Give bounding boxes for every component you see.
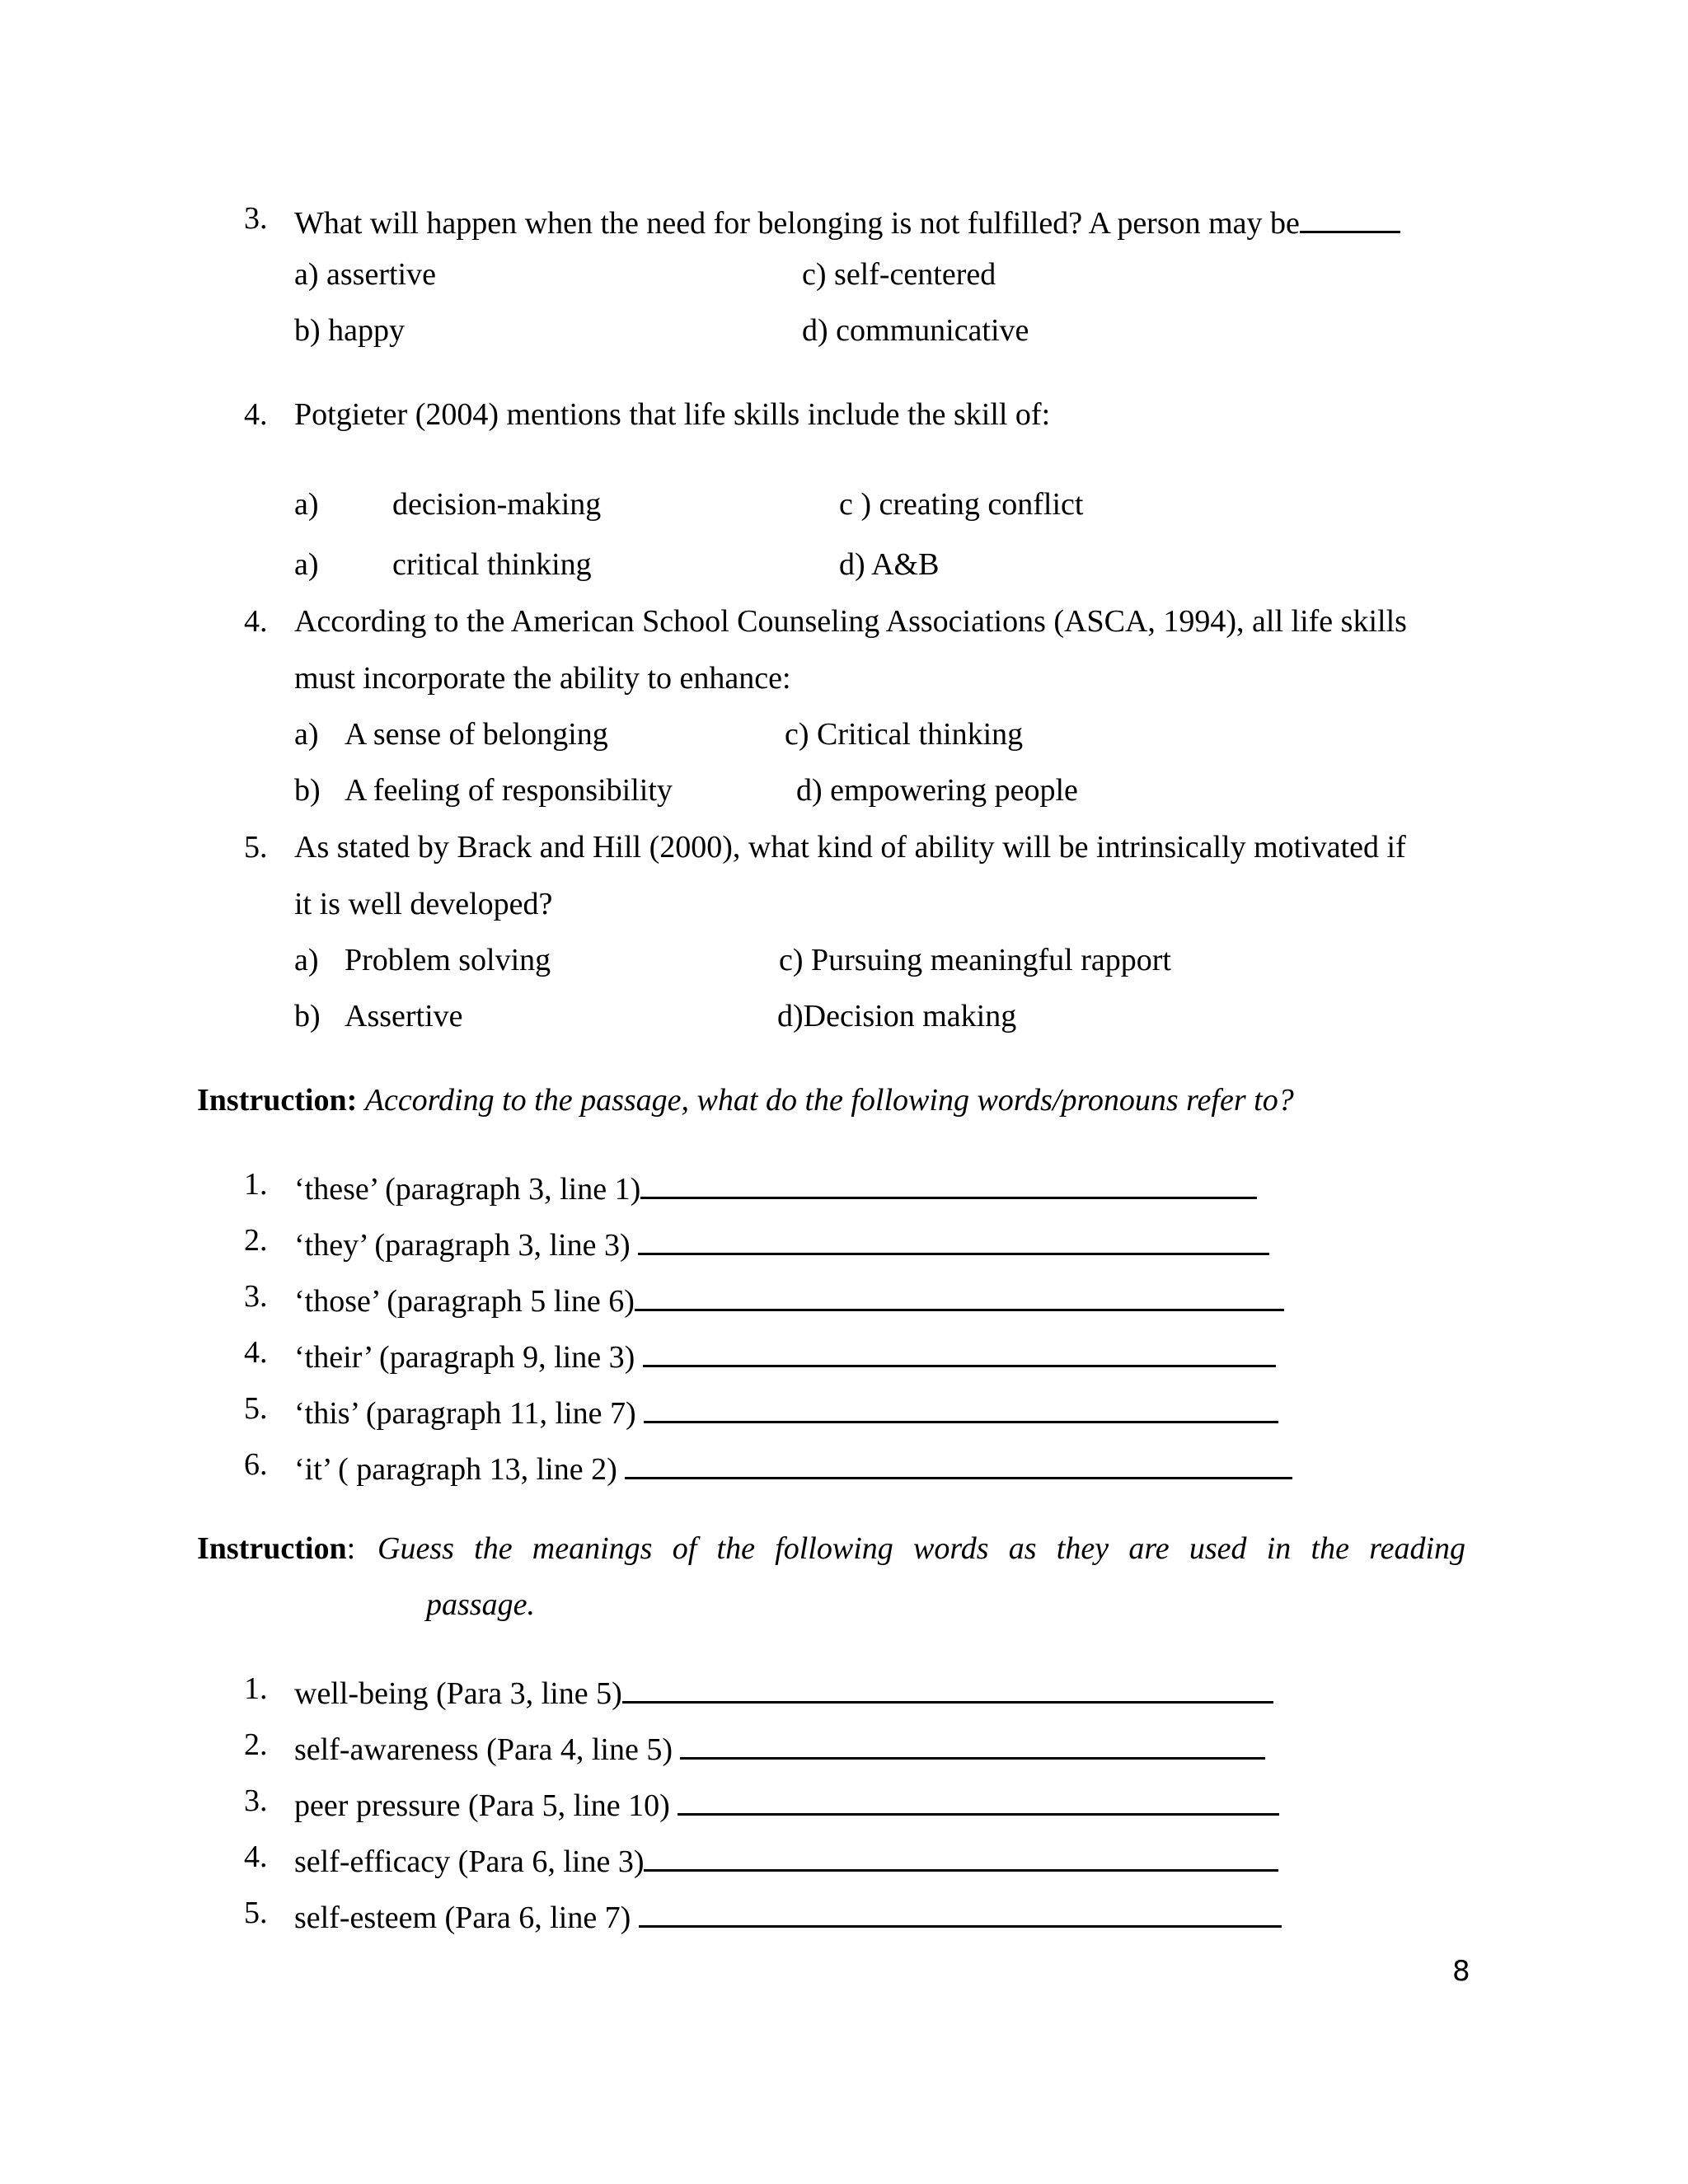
question-5-text-line1: As stated by Brack and Hill (2000), what kind of ability will be intrinsically motivated if: [294, 830, 1406, 865]
option-c[interactable]: c) Pursuing meaningful rapport: [779, 943, 1171, 977]
option-b[interactable]: b) happy: [294, 313, 406, 348]
option-a[interactable]: Problem solving: [345, 943, 551, 977]
instruction-text: According to the passage, what do the following words/pronouns refer to?: [364, 1083, 1294, 1118]
question-4b-text-line2: must incorporate the ability to enhance:: [294, 661, 791, 696]
answer-blank[interactable]: [643, 1337, 1276, 1367]
answer-blank[interactable]: [639, 1897, 1282, 1928]
vocab-item: well-being (Para 3, line 5): [294, 1673, 1273, 1709]
reference-item: ‘this’ (paragraph 11, line 7): [294, 1393, 1278, 1429]
reference-item-number: 5.: [244, 1391, 268, 1426]
option-b-letter: b): [294, 773, 321, 808]
instruction-label: Instruction:: [197, 1083, 358, 1118]
vocab-item: self-awareness (Para 4, line 5): [294, 1729, 1265, 1765]
vocab-item-number: 5.: [244, 1896, 268, 1930]
answer-blank[interactable]: [644, 1841, 1278, 1872]
reference-item: ‘their’ (paragraph 9, line 3): [294, 1337, 1276, 1373]
option-c[interactable]: c) self-centered: [802, 257, 996, 292]
reference-item: ‘it’ ( paragraph 13, line 2): [294, 1449, 1292, 1485]
question-4-number: 4.: [244, 397, 268, 432]
vocab-item-number: 3.: [244, 1783, 268, 1818]
question-3-number: 3.: [244, 201, 268, 236]
option-c[interactable]: c ) creating conflict: [839, 487, 1084, 522]
page-number: 8: [1452, 1955, 1470, 1988]
reference-item: ‘they’ (paragraph 3, line 3): [294, 1225, 1269, 1261]
reference-item-number: 3.: [244, 1279, 268, 1314]
answer-blank[interactable]: [678, 1785, 1279, 1816]
option-b-letter: b): [294, 999, 321, 1033]
option-d[interactable]: d) empowering people: [796, 773, 1078, 808]
option-a-letter: a): [294, 943, 319, 977]
answer-blank[interactable]: [625, 1449, 1292, 1479]
option-b[interactable]: A feeling of responsibility: [345, 773, 673, 808]
answer-blank[interactable]: [644, 1393, 1278, 1423]
question-4-text: Potgieter (2004) mentions that life skills include the skill of:: [294, 397, 1051, 432]
answer-blank[interactable]: [638, 1225, 1269, 1255]
option-d[interactable]: d) communicative: [802, 313, 1029, 348]
instruction-2-text-line1: Guess the meanings of the following words as they are used in the reading: [377, 1531, 1465, 1566]
reference-item-number: 4.: [244, 1335, 268, 1370]
instruction-1: [197, 1085, 1294, 1116]
instruction-2-label: Instruction:: [197, 1531, 356, 1566]
vocab-item-number: 4.: [244, 1840, 268, 1874]
answer-blank[interactable]: [680, 1729, 1265, 1760]
vocab-item-number: 2.: [244, 1727, 268, 1762]
question-4b-number: 4.: [244, 604, 268, 639]
vocab-item-number: 1.: [244, 1671, 268, 1706]
reference-item: ‘those’ (paragraph 5 line 6): [294, 1281, 1284, 1317]
answer-blank[interactable]: [1300, 203, 1400, 233]
vocab-item: self-esteem (Para 6, line 7): [294, 1897, 1282, 1933]
answer-blank[interactable]: [640, 1169, 1257, 1199]
question-4b-text-line1: According to the American School Counseling Associations (ASCA, 1994), all life skills: [294, 604, 1407, 639]
question-5-text-line2: it is well developed?: [294, 887, 553, 921]
option-b[interactable]: Assertive: [345, 999, 463, 1033]
vocab-item: peer pressure (Para 5, line 10): [294, 1785, 1279, 1821]
question-5-number: 5.: [244, 830, 268, 865]
option-a[interactable]: A sense of belonging: [345, 717, 608, 752]
option-a-letter: a): [294, 487, 319, 522]
question-3-text: What will happen when the need for belonging is not fulfilled? A person may be: [294, 203, 1400, 239]
reference-item: ‘these’ (paragraph 3, line 1): [294, 1169, 1257, 1205]
instruction-2-text-line2: passage.: [426, 1587, 535, 1622]
option-c[interactable]: c) Critical thinking: [785, 717, 1024, 752]
option-d[interactable]: d)Decision making: [777, 999, 1017, 1033]
reference-item-number: 2.: [244, 1223, 268, 1258]
vocab-item: self-efficacy (Para 6, line 3): [294, 1841, 1278, 1877]
reference-item-number: 6.: [244, 1447, 268, 1482]
reference-item-number: 1.: [244, 1167, 268, 1202]
answer-blank[interactable]: [635, 1281, 1284, 1311]
option-a-letter: a): [294, 717, 319, 752]
answer-blank[interactable]: [622, 1673, 1273, 1704]
option-a[interactable]: a) assertive: [294, 257, 436, 292]
option-a[interactable]: critical thinking: [392, 547, 592, 582]
option-d[interactable]: d) A&B: [839, 547, 940, 582]
option-a-letter: a): [294, 547, 319, 582]
option-a[interactable]: decision-making: [392, 487, 602, 522]
